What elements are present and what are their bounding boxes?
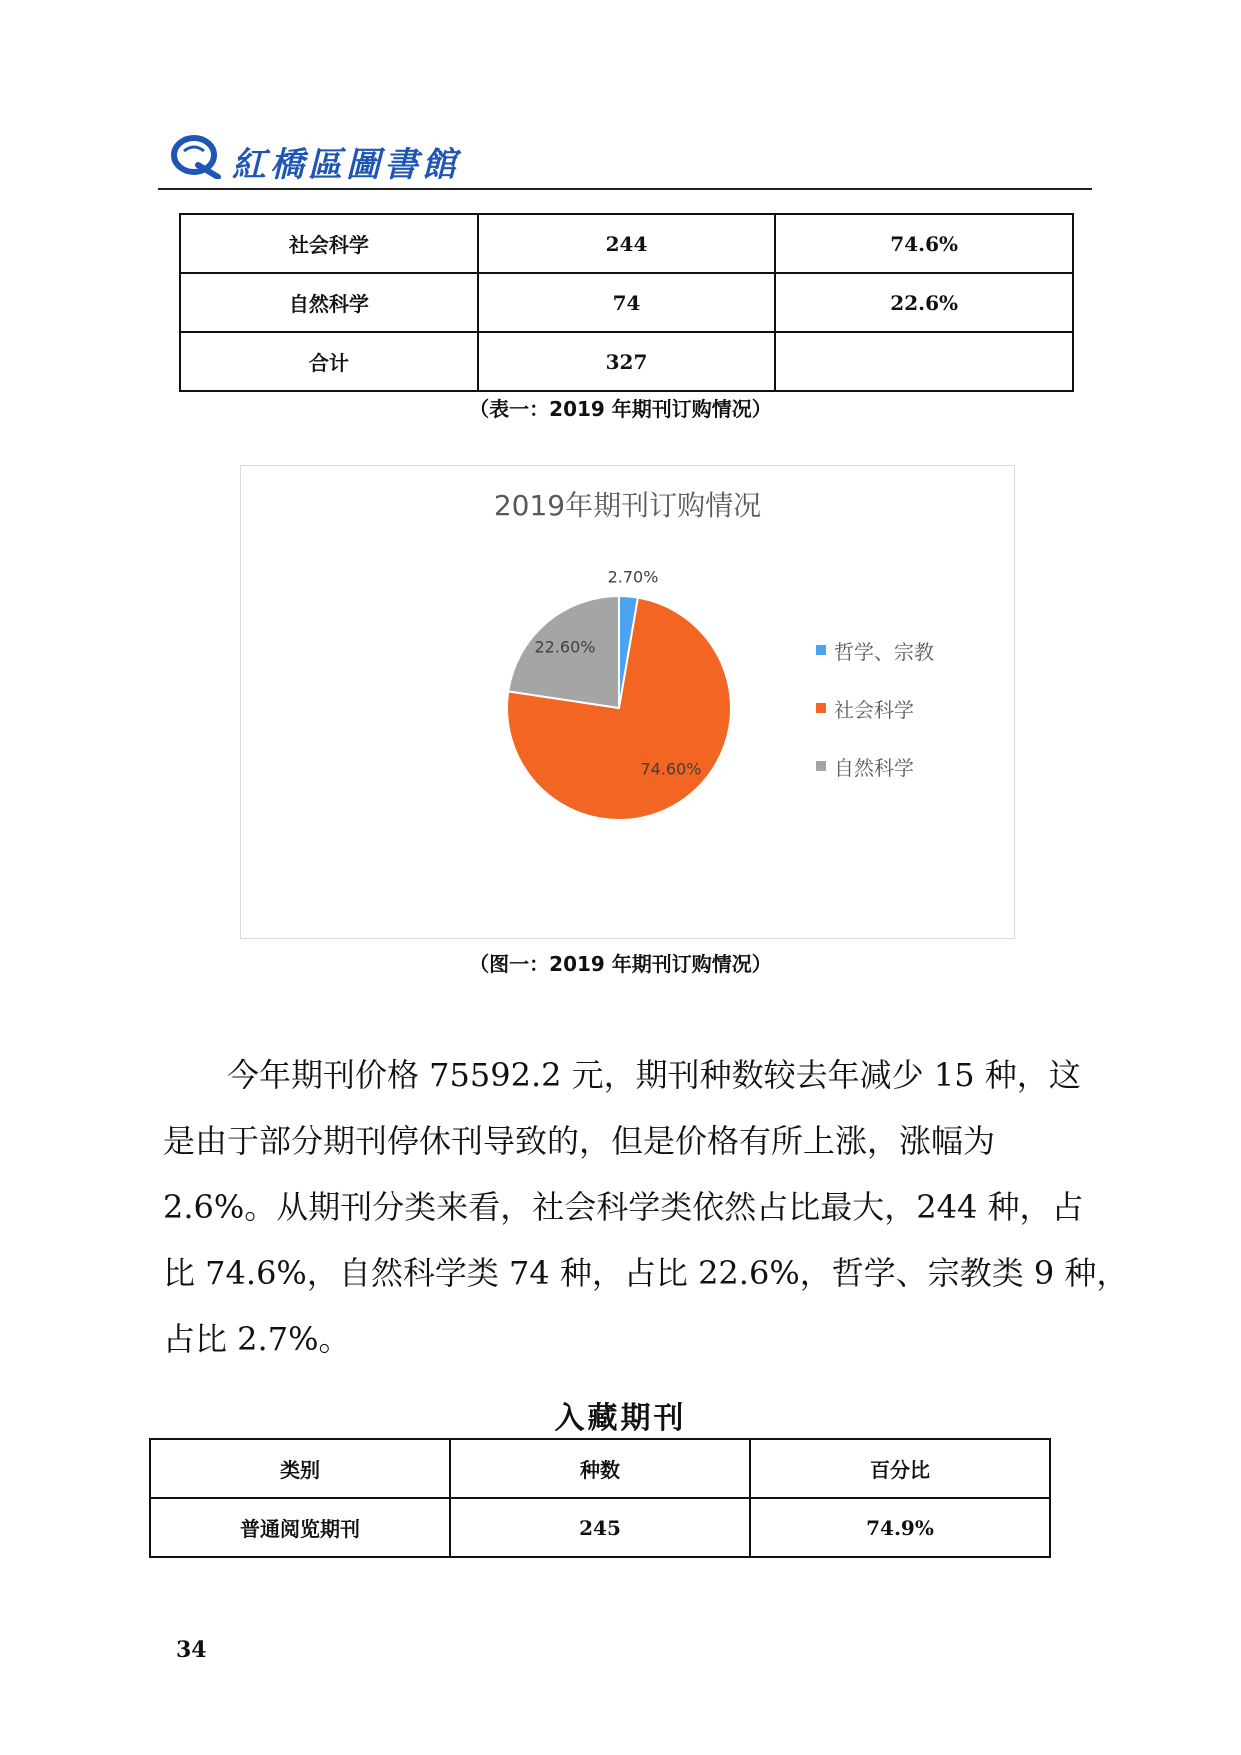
pie-chart — [240, 465, 1015, 939]
paragraph-line: 是由于部分期刊停休刊导致的，但是价格有所上涨，涨幅为 — [163, 1122, 996, 1160]
pie-data-label: 2.70% — [607, 567, 659, 587]
section-title: 入藏期刊 — [554, 1401, 687, 1436]
table-row — [180, 273, 1073, 332]
table-row — [150, 1498, 1050, 1557]
table-cell: 74.9% — [750, 1498, 1050, 1557]
table-header-cell: 百分比 — [750, 1439, 1050, 1498]
table-caption: （表一：2019 年期刊订购情况） — [469, 397, 772, 421]
chart-legend — [816, 621, 934, 795]
legend-item — [816, 679, 934, 737]
table-row — [180, 214, 1073, 273]
table-cell — [775, 332, 1073, 391]
legend-label: 自然科学 — [834, 755, 914, 780]
library-name: 紅橋區圖書館 — [232, 145, 460, 185]
legend-item — [816, 621, 934, 679]
table-header-cell: 类别 — [150, 1439, 450, 1498]
table-cell: 自然科学 — [180, 273, 478, 332]
paragraph-line: 2.6%。从期刊分类来看，社会科学类依然占比最大，244 种，占 — [163, 1188, 1084, 1226]
paragraph-line: 占比 2.7%。 — [163, 1320, 351, 1358]
table-header-cell: 种数 — [450, 1439, 750, 1498]
table-cell: 74 — [478, 273, 776, 332]
body-paragraph — [163, 1042, 1129, 1372]
page-number: 34 — [176, 1637, 207, 1663]
library-logo-icon — [170, 133, 222, 179]
page-header — [170, 125, 1090, 187]
chart-caption: （图一：2019 年期刊订购情况） — [469, 952, 772, 976]
paragraph-line: 比 74.6%，自然科学类 74 种，占比 22.6%，哲学、宗教类 9 种， — [163, 1254, 1129, 1292]
pie-data-label: 22.60% — [534, 637, 596, 657]
table-cell: 普通阅览期刊 — [150, 1498, 450, 1557]
table-cell: 327 — [478, 332, 776, 391]
legend-label: 社会科学 — [834, 697, 914, 722]
subscription-table — [179, 213, 1074, 392]
table-cell: 245 — [450, 1498, 750, 1557]
table-header-row — [150, 1439, 1050, 1498]
table-cell: 244 — [478, 214, 776, 273]
collection-table — [149, 1438, 1051, 1558]
table-row — [180, 332, 1073, 391]
chart-title: 2019年期刊订购情况 — [493, 489, 762, 522]
legend-swatch — [816, 645, 826, 655]
legend-swatch — [816, 761, 826, 771]
paragraph-line: 今年期刊价格 75592.2 元，期刊种数较去年减少 15 种，这 — [227, 1056, 1081, 1094]
header-divider — [158, 188, 1092, 190]
legend-swatch — [816, 703, 826, 713]
pie-data-label: 74.60% — [640, 759, 702, 779]
table-cell: 合计 — [180, 332, 478, 391]
table-cell: 74.6% — [775, 214, 1073, 273]
table-cell: 社会科学 — [180, 214, 478, 273]
legend-item — [816, 737, 934, 795]
legend-label: 哲学、宗教 — [834, 639, 934, 664]
table-cell: 22.6% — [775, 273, 1073, 332]
